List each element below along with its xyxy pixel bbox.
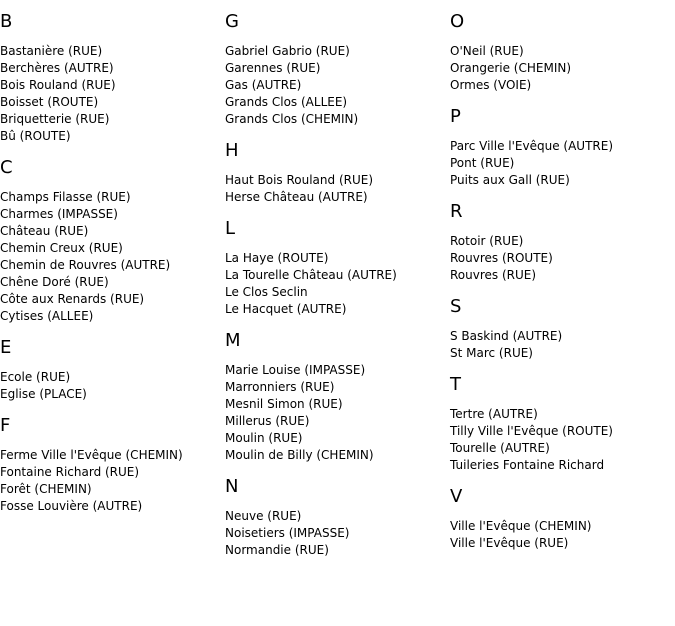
street-item: Rotoir (RUE) <box>450 234 524 248</box>
street-item: Ville l'Evêque (CHEMIN) <box>450 519 592 533</box>
street-item: La Haye (ROUTE) <box>225 251 329 265</box>
letter-section <box>450 296 672 362</box>
street-list <box>450 233 672 284</box>
letter-section <box>225 218 447 318</box>
street-item: Cytises (ALLEE) <box>0 309 94 323</box>
street-item: St Marc (RUE) <box>450 346 533 360</box>
street-list <box>450 406 672 474</box>
letter-section <box>225 330 447 464</box>
street-list <box>225 250 447 318</box>
street-item: Eglise (PLACE) <box>0 387 87 401</box>
street-item: Rouvres (RUE) <box>450 268 537 282</box>
section-letter-heading: V <box>450 486 463 507</box>
section-letter-heading: O <box>450 11 465 32</box>
letter-section <box>0 157 222 325</box>
street-item: Pont (RUE) <box>450 156 515 170</box>
street-item: Fontaine Richard (RUE) <box>0 465 140 479</box>
street-item: La Tourelle Château (AUTRE) <box>225 268 397 282</box>
street-list <box>450 138 672 189</box>
street-item: Ferme Ville l'Evêque (CHEMIN) <box>0 448 183 462</box>
street-list <box>0 189 222 325</box>
section-letter-heading: M <box>225 330 241 351</box>
street-item: Le Clos Seclin <box>225 285 308 299</box>
street-item: Gas (AUTRE) <box>225 78 302 92</box>
street-list <box>0 43 222 145</box>
letter-section <box>450 201 672 284</box>
street-item: Bois Rouland (RUE) <box>0 78 116 92</box>
street-item: S Baskind (AUTRE) <box>450 329 563 343</box>
street-item: Rouvres (ROUTE) <box>450 251 553 265</box>
section-letter-heading: T <box>450 374 461 395</box>
street-item: Forêt (CHEMIN) <box>0 482 92 496</box>
street-list <box>0 369 222 403</box>
letter-section <box>0 337 222 403</box>
letter-section <box>450 486 672 552</box>
section-letter-heading: B <box>0 11 13 32</box>
street-item: Herse Château (AUTRE) <box>225 190 368 204</box>
street-item: Chemin Creux (RUE) <box>0 241 123 255</box>
street-item: Grands Clos (ALLEE) <box>225 95 348 109</box>
street-list <box>225 508 447 559</box>
letter-section <box>450 106 672 189</box>
street-item: Marronniers (RUE) <box>225 380 335 394</box>
street-item: Chêne Doré (RUE) <box>0 275 109 289</box>
street-item: Ormes (VOIE) <box>450 78 532 92</box>
street-item: Normandie (RUE) <box>225 543 329 557</box>
letter-section <box>450 11 672 94</box>
street-item: Chemin de Rouvres (AUTRE) <box>0 258 171 272</box>
street-list <box>450 518 672 552</box>
street-item: Millerus (RUE) <box>225 414 310 428</box>
street-item: Tourelle (AUTRE) <box>450 441 550 455</box>
street-item: Puits aux Gall (RUE) <box>450 173 570 187</box>
street-item: Noisetiers (IMPASSE) <box>225 526 350 540</box>
street-index-column-2 <box>225 11 447 571</box>
section-letter-heading: C <box>0 157 13 178</box>
street-list <box>225 362 447 464</box>
street-item: Boisset (ROUTE) <box>0 95 99 109</box>
street-index-column-3 <box>450 11 672 564</box>
street-item: Tuileries Fontaine Richard <box>450 458 605 472</box>
street-item: Haut Bois Rouland (RUE) <box>225 173 374 187</box>
street-item: Charmes (IMPASSE) <box>0 207 118 221</box>
street-item: Champs Filasse (RUE) <box>0 190 131 204</box>
street-item: Moulin (RUE) <box>225 431 303 445</box>
street-list <box>450 328 672 362</box>
letter-section <box>0 11 222 145</box>
section-letter-heading: R <box>450 201 463 222</box>
section-letter-heading: S <box>450 296 462 317</box>
street-item: Neuve (RUE) <box>225 509 302 523</box>
letter-section <box>450 374 672 474</box>
letter-section <box>0 415 222 515</box>
street-item: Bastanière (RUE) <box>0 44 103 58</box>
section-letter-heading: N <box>225 476 239 497</box>
street-item: Côte aux Renards (RUE) <box>0 292 145 306</box>
section-letter-heading: E <box>0 337 12 358</box>
street-item: Ville l'Evêque (RUE) <box>450 536 569 550</box>
street-item: Ecole (RUE) <box>0 370 71 384</box>
street-item: Briquetterie (RUE) <box>0 112 110 126</box>
letter-section <box>225 11 447 128</box>
section-letter-heading: P <box>450 106 461 127</box>
street-index-column-1 <box>0 11 222 527</box>
letter-section <box>225 140 447 206</box>
street-item: Mesnil Simon (RUE) <box>225 397 343 411</box>
street-item: Tertre (AUTRE) <box>450 407 538 421</box>
street-item: Grands Clos (CHEMIN) <box>225 112 359 126</box>
street-item: Parc Ville l'Evêque (AUTRE) <box>450 139 614 153</box>
section-letter-heading: H <box>225 140 239 161</box>
section-letter-heading: L <box>225 218 236 239</box>
street-list <box>225 43 447 128</box>
street-item: Fosse Louvière (AUTRE) <box>0 499 143 513</box>
letter-section <box>225 476 447 559</box>
street-item: Tilly Ville l'Evêque (ROUTE) <box>450 424 613 438</box>
street-item: Marie Louise (IMPASSE) <box>225 363 366 377</box>
street-item: Le Hacquet (AUTRE) <box>225 302 347 316</box>
street-item: O'Neil (RUE) <box>450 44 524 58</box>
street-item: Moulin de Billy (CHEMIN) <box>225 448 374 462</box>
street-item: Bû (ROUTE) <box>0 129 71 143</box>
street-item: Orangerie (CHEMIN) <box>450 61 572 75</box>
street-list <box>225 172 447 206</box>
street-item: Château (RUE) <box>0 224 89 238</box>
street-list <box>450 43 672 94</box>
street-item: Garennes (RUE) <box>225 61 321 75</box>
section-letter-heading: F <box>0 415 11 436</box>
street-list <box>0 447 222 515</box>
street-item: Berchères (AUTRE) <box>0 61 114 75</box>
street-item: Gabriel Gabrio (RUE) <box>225 44 350 58</box>
section-letter-heading: G <box>225 11 239 32</box>
